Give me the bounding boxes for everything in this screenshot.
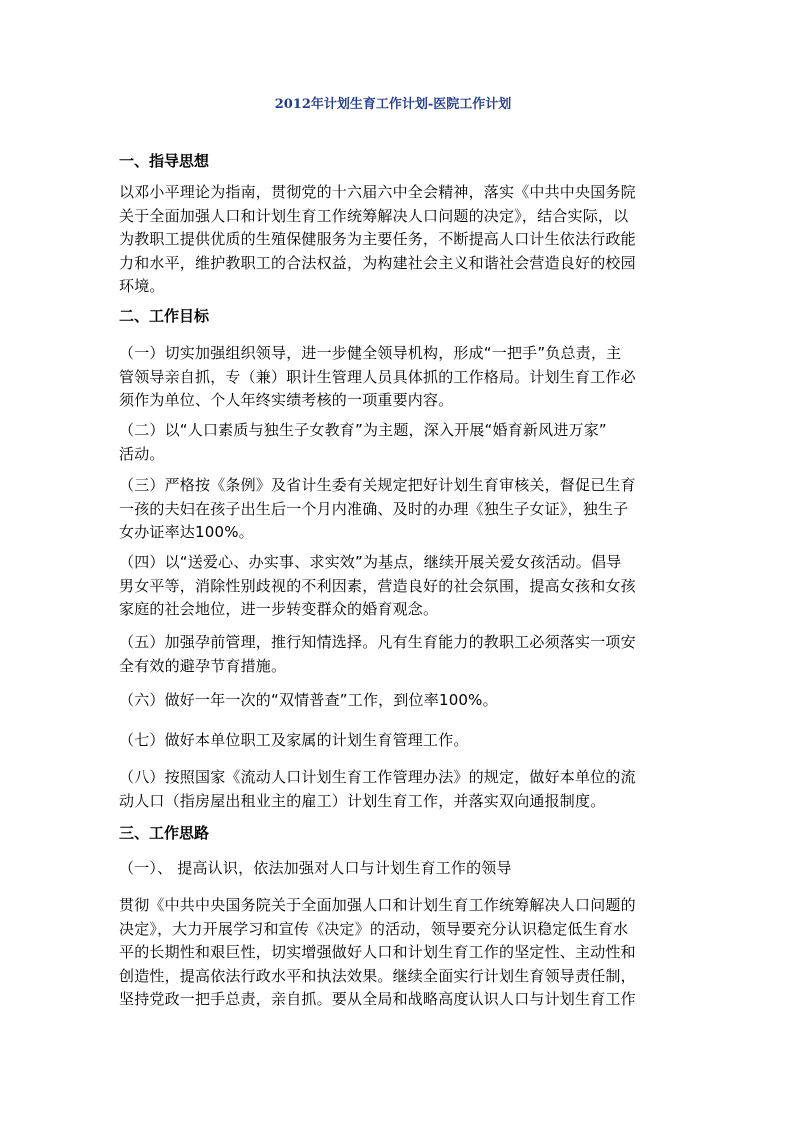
paragraph-line: 一孩的夫妇在孩子出生后一个月内准确、及时的办理《独生子女证》，独生子 [119,499,629,518]
paragraph-line: 女办证率达100%。 [119,523,254,541]
paragraph-line: 管领导亲自抓，专（兼）职计生管理人员具体抓的工作格局。计划生育工作必 [119,367,636,386]
paragraph-line: 坚持党政一把手总责，亲自抓。要从全局和战略高度认识人口与计划生育工作 [119,990,636,1008]
paragraph-line: （四）以“送爱心、办实事、求实效”为基点，继续开展关爱女孩活动。倡导 [119,553,622,571]
paragraph-line: 环境。 [119,277,165,295]
section3-subheading [119,857,667,881]
goal-item-8 [119,766,667,813]
goal-item-1 [119,342,667,413]
subheading-line: （一）、 提高认识，依法加强对人口与计划生育工作的领导 [119,859,512,877]
paragraph-line: （六）做好一年一次的“双情普查”工作，到位率100%。 [119,691,498,709]
paragraph-line: （五）加强孕前管理，推行知情选择。凡有生育能力的教职工必须落实一项安 [119,633,636,651]
paragraph-line: 以邓小平理论为指南，贯彻党的十六届六中全会精神，落实《中共中央国务院 [119,183,636,201]
paragraph-line: 家庭的社会地位，进一步转变群众的婚育观念。 [119,600,439,618]
paragraph-line: 动人口（指房屋出租业主的雇工）计划生育工作，并落实双向通报制度。 [119,791,606,810]
section-heading-work-goals: 二、工作目标 [119,307,210,325]
paragraph-line: （一）切实加强组织领导，进一步健全领导机构，形成“一把手”负总责，主 [119,344,622,362]
paragraph-line: （七）做好本单位职工及家属的计划生育管理工作。 [119,731,469,749]
goal-item-4 [119,551,667,622]
goal-item-2 [119,419,667,466]
section3-paragraph [119,894,667,1012]
paragraph-line: 全有效的避孕节育措施。 [119,656,287,675]
section-heading-guiding-thought: 一、指导思想 [119,152,210,170]
goal-item-5 [119,631,667,678]
paragraph-line: （三）严格按《条例》及省计生委有关规定把好计划生育审核关，督促已生育 [119,476,636,494]
document-title: 2012年计划生育工作计划-医院工作计划 [274,97,512,112]
goal-item-7 [119,729,667,753]
paragraph-line: 为教职工提供优质的生殖保健服务为主要任务，不断提高人口计生依法行政能 [119,230,636,248]
paragraph-line: 平的长期性和艰巨性，切实增强做好人口和计划生育工作的坚定性、主动性和 [119,943,636,961]
paragraph-line: 力和水平，维护教职工的合法权益，为构建社会主义和谐社会营造良好的校园 [119,253,636,272]
paragraph-line: （二）以“人口素质与独生子女教育”为主题，深入开展“婚育新风进万家” [119,421,607,439]
goal-item-6 [119,689,667,713]
paragraph-line: 创造性，提高依法行政水平和执法效果。继续全面实行计划生育领导责任制， [119,966,636,985]
paragraph-line: 须作为单位、个人年终实绩考核的一项重要内容。 [119,391,454,409]
goal-item-3 [119,474,667,545]
paragraph-line: 决定》，大力开展学习和宣传《决定》的活动，领导要充分认识稳定低生育水 [119,919,629,938]
section1-paragraph [119,181,667,299]
paragraph-line: 贯彻《中共中央国务院关于全面加强人口和计划生育工作统筹解决人口问题的 [119,896,636,914]
paragraph-line: 男女平等，消除性别歧视的不利因素，营造良好的社会氛围，提高女孩和女孩 [119,576,636,595]
paragraph-line: 关于全面加强人口和计划生育工作统筹解决人口问题的决定》，结合实际，以 [119,206,629,225]
paragraph-line: 活动。 [119,444,165,463]
section-heading-work-approach: 三、工作思路 [119,824,210,842]
paragraph-line: （八）按照国家《流动人口计划生育工作管理办法》的规定，做好本单位的流 [119,768,636,786]
